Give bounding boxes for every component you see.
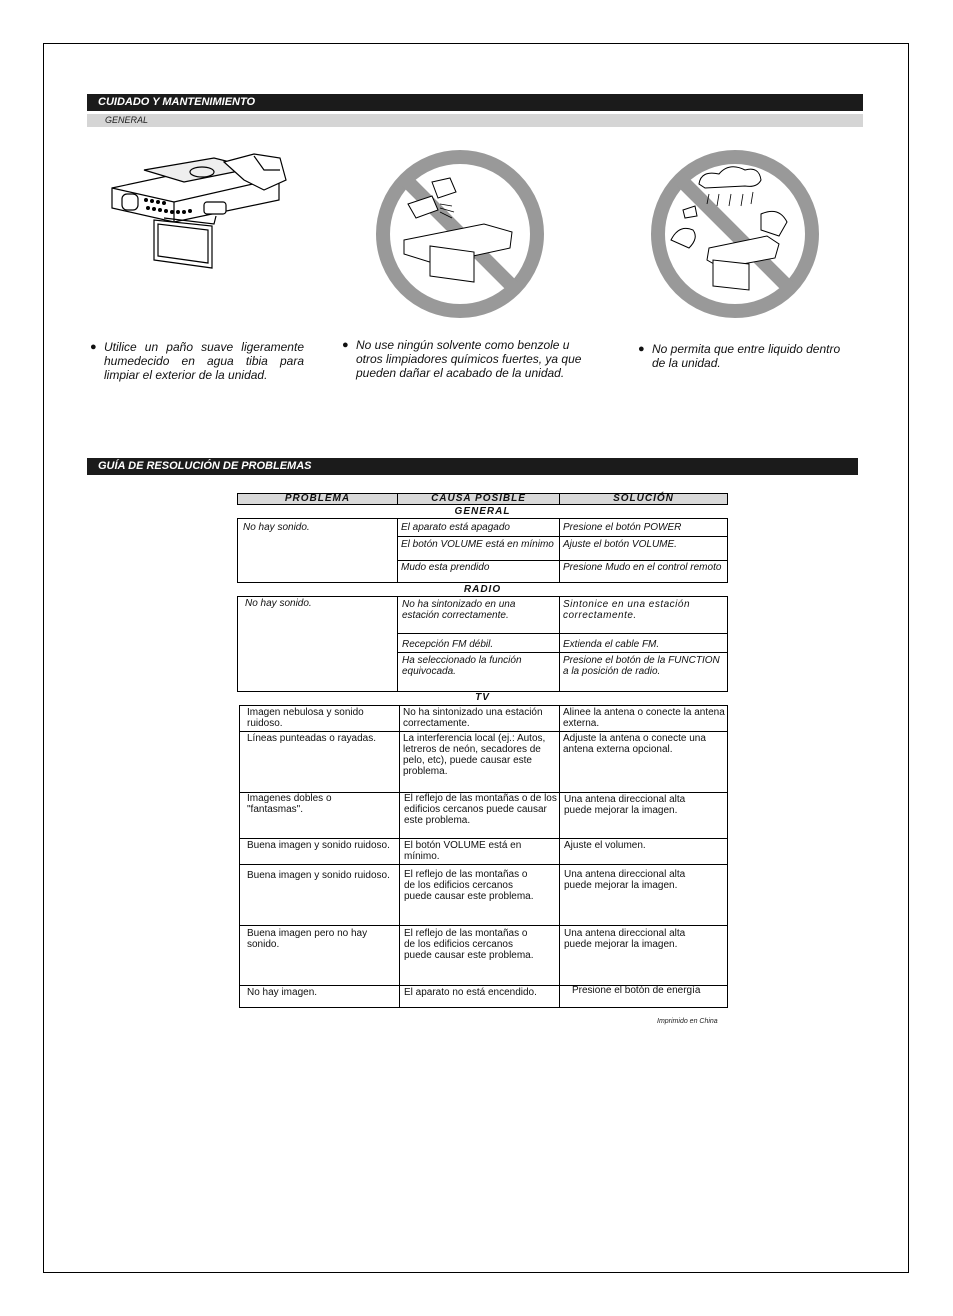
tv-cause-7: El aparato no está encendido. <box>404 987 537 998</box>
care-bullet-text: No use ningún solvente como benzole u otros limpiadores químicos fuertes, ya que pueden dañar el acabado de la unidad. <box>356 338 582 380</box>
printed-in-note: Imprimido en China <box>657 1018 718 1025</box>
divider <box>239 838 728 839</box>
tv-problem-5: Buena imagen y sonido ruidoso. <box>247 870 390 881</box>
general-cause-1: El aparato está apagado <box>401 522 510 533</box>
cleaning-cloth-illustration <box>104 150 304 290</box>
care-bullet-text: No permita que entre liquido dentro de la unidad. <box>652 342 841 370</box>
no-liquid-prohibition-icon <box>649 148 821 320</box>
group-label-general: GENERAL <box>454 506 511 517</box>
tv-cause-2: La interferencia local (ej.: Autos, letreros de neón, secadores de pelo, etc), puede causar este problema. <box>403 733 546 777</box>
tv-solution-1: Alinee la antena o conecte la antena externa. <box>563 707 725 729</box>
divider <box>397 518 398 583</box>
radio-solution-3: Presione el botón de la FUNCTION a la posición de radio. <box>563 655 720 677</box>
divider <box>397 560 728 561</box>
care-section-subtitle: GENERAL <box>87 114 863 127</box>
tv-cause-4: El botón VOLUME está en mínimo. <box>404 840 522 862</box>
care-bullet-1 <box>90 340 304 384</box>
divider <box>397 596 398 692</box>
col-header-solution: SOLUCIÓN <box>559 493 728 505</box>
tv-problem-1: Imagen nebulosa y sonido ruidoso. <box>247 707 364 729</box>
general-cause-3: Mudo esta prendido <box>401 562 490 573</box>
radio-cause-2: Recepción FM débil. <box>402 639 494 650</box>
tv-problem-7: No hay imagen. <box>247 987 318 998</box>
tv-cause-1: No ha sintonizado una estación correctamente. <box>403 707 543 729</box>
radio-cause-1: No ha sintonizado en una estación correctamente. <box>402 599 516 621</box>
tv-problem-4: Buena imagen y sonido ruidoso. <box>247 840 390 851</box>
divider <box>559 518 560 583</box>
tv-solution-3: Una antena direccional alta puede mejorar la imagen. <box>564 794 686 816</box>
divider <box>239 864 728 865</box>
tv-problem-3: Imagenes dobles o "fantasmas". <box>247 793 332 815</box>
col-header-problem: PROBLEMA <box>237 493 398 505</box>
divider <box>397 652 728 653</box>
care-bullet-2 <box>342 338 596 382</box>
divider <box>399 705 400 1008</box>
group-label-tv: TV <box>475 692 490 703</box>
tv-solution-2: Adjuste la antena o conecte una antena externa opcional. <box>563 733 706 755</box>
radio-solution-1: Sintonice en una estación correctamente. <box>563 599 691 621</box>
general-solution-2: Ajuste el botón VOLUME. <box>563 539 677 550</box>
radio-solution-2: Extienda el cable FM. <box>563 639 660 650</box>
tv-problem-2: Líneas punteadas o rayadas. <box>247 733 376 744</box>
care-bullet-3 <box>638 342 856 372</box>
bullet-dot-icon: ● <box>638 343 645 355</box>
tv-cause-5: El reflejo de las montañas o de los edificios cercanos puede causar este problema. <box>404 869 534 902</box>
trouble-section-title: GUÍA DE RESOLUCIÓN DE PROBLEMAS <box>87 458 858 475</box>
divider <box>239 925 728 926</box>
tv-cause-3: El reflejo de las montañas o de los edificios cercanos puede causar este problema. <box>404 793 557 826</box>
divider <box>239 731 728 732</box>
general-problem: No hay sonido. <box>243 522 310 533</box>
divider <box>559 596 560 692</box>
bullet-dot-icon: ● <box>90 341 97 353</box>
group-label-radio: RADIO <box>463 584 502 595</box>
col-header-cause: CAUSA POSIBLE <box>397 493 560 505</box>
tv-solution-5: Una antena direccional alta puede mejorar la imagen. <box>564 869 686 891</box>
divider <box>397 536 728 537</box>
divider <box>397 633 728 634</box>
tv-cause-6: El reflejo de las montañas o de los edificios cercanos puede causar este problema. <box>404 928 534 961</box>
general-solution-3: Presione Mudo en el control remoto <box>563 562 722 573</box>
tv-solution-4: Ajuste el volumen. <box>564 840 646 851</box>
no-solvent-prohibition-icon <box>374 148 546 320</box>
general-solution-1: Presione el botón POWER <box>563 522 682 533</box>
tv-solution-7: Presione el botón de energía <box>572 985 701 996</box>
radio-problem: No hay sonido. <box>245 598 312 609</box>
general-cause-2: El botón VOLUME está en mínimo <box>401 539 554 550</box>
bullet-dot-icon: ● <box>342 339 349 351</box>
care-section-title: CUIDADO Y MANTENIMIENTO <box>87 94 863 111</box>
tv-problem-6: Buena imagen pero no hay sonido. <box>247 928 368 950</box>
divider <box>559 705 560 1008</box>
care-bullet-text: Utilice un paño suave ligeramente humedecido en agua tibia para limpiar el exterior de la unidad. <box>104 340 304 382</box>
radio-cause-3: Ha seleccionado la función equivocada. <box>402 655 522 677</box>
tv-solution-6: Una antena direccional alta puede mejorar la imagen. <box>564 928 686 950</box>
